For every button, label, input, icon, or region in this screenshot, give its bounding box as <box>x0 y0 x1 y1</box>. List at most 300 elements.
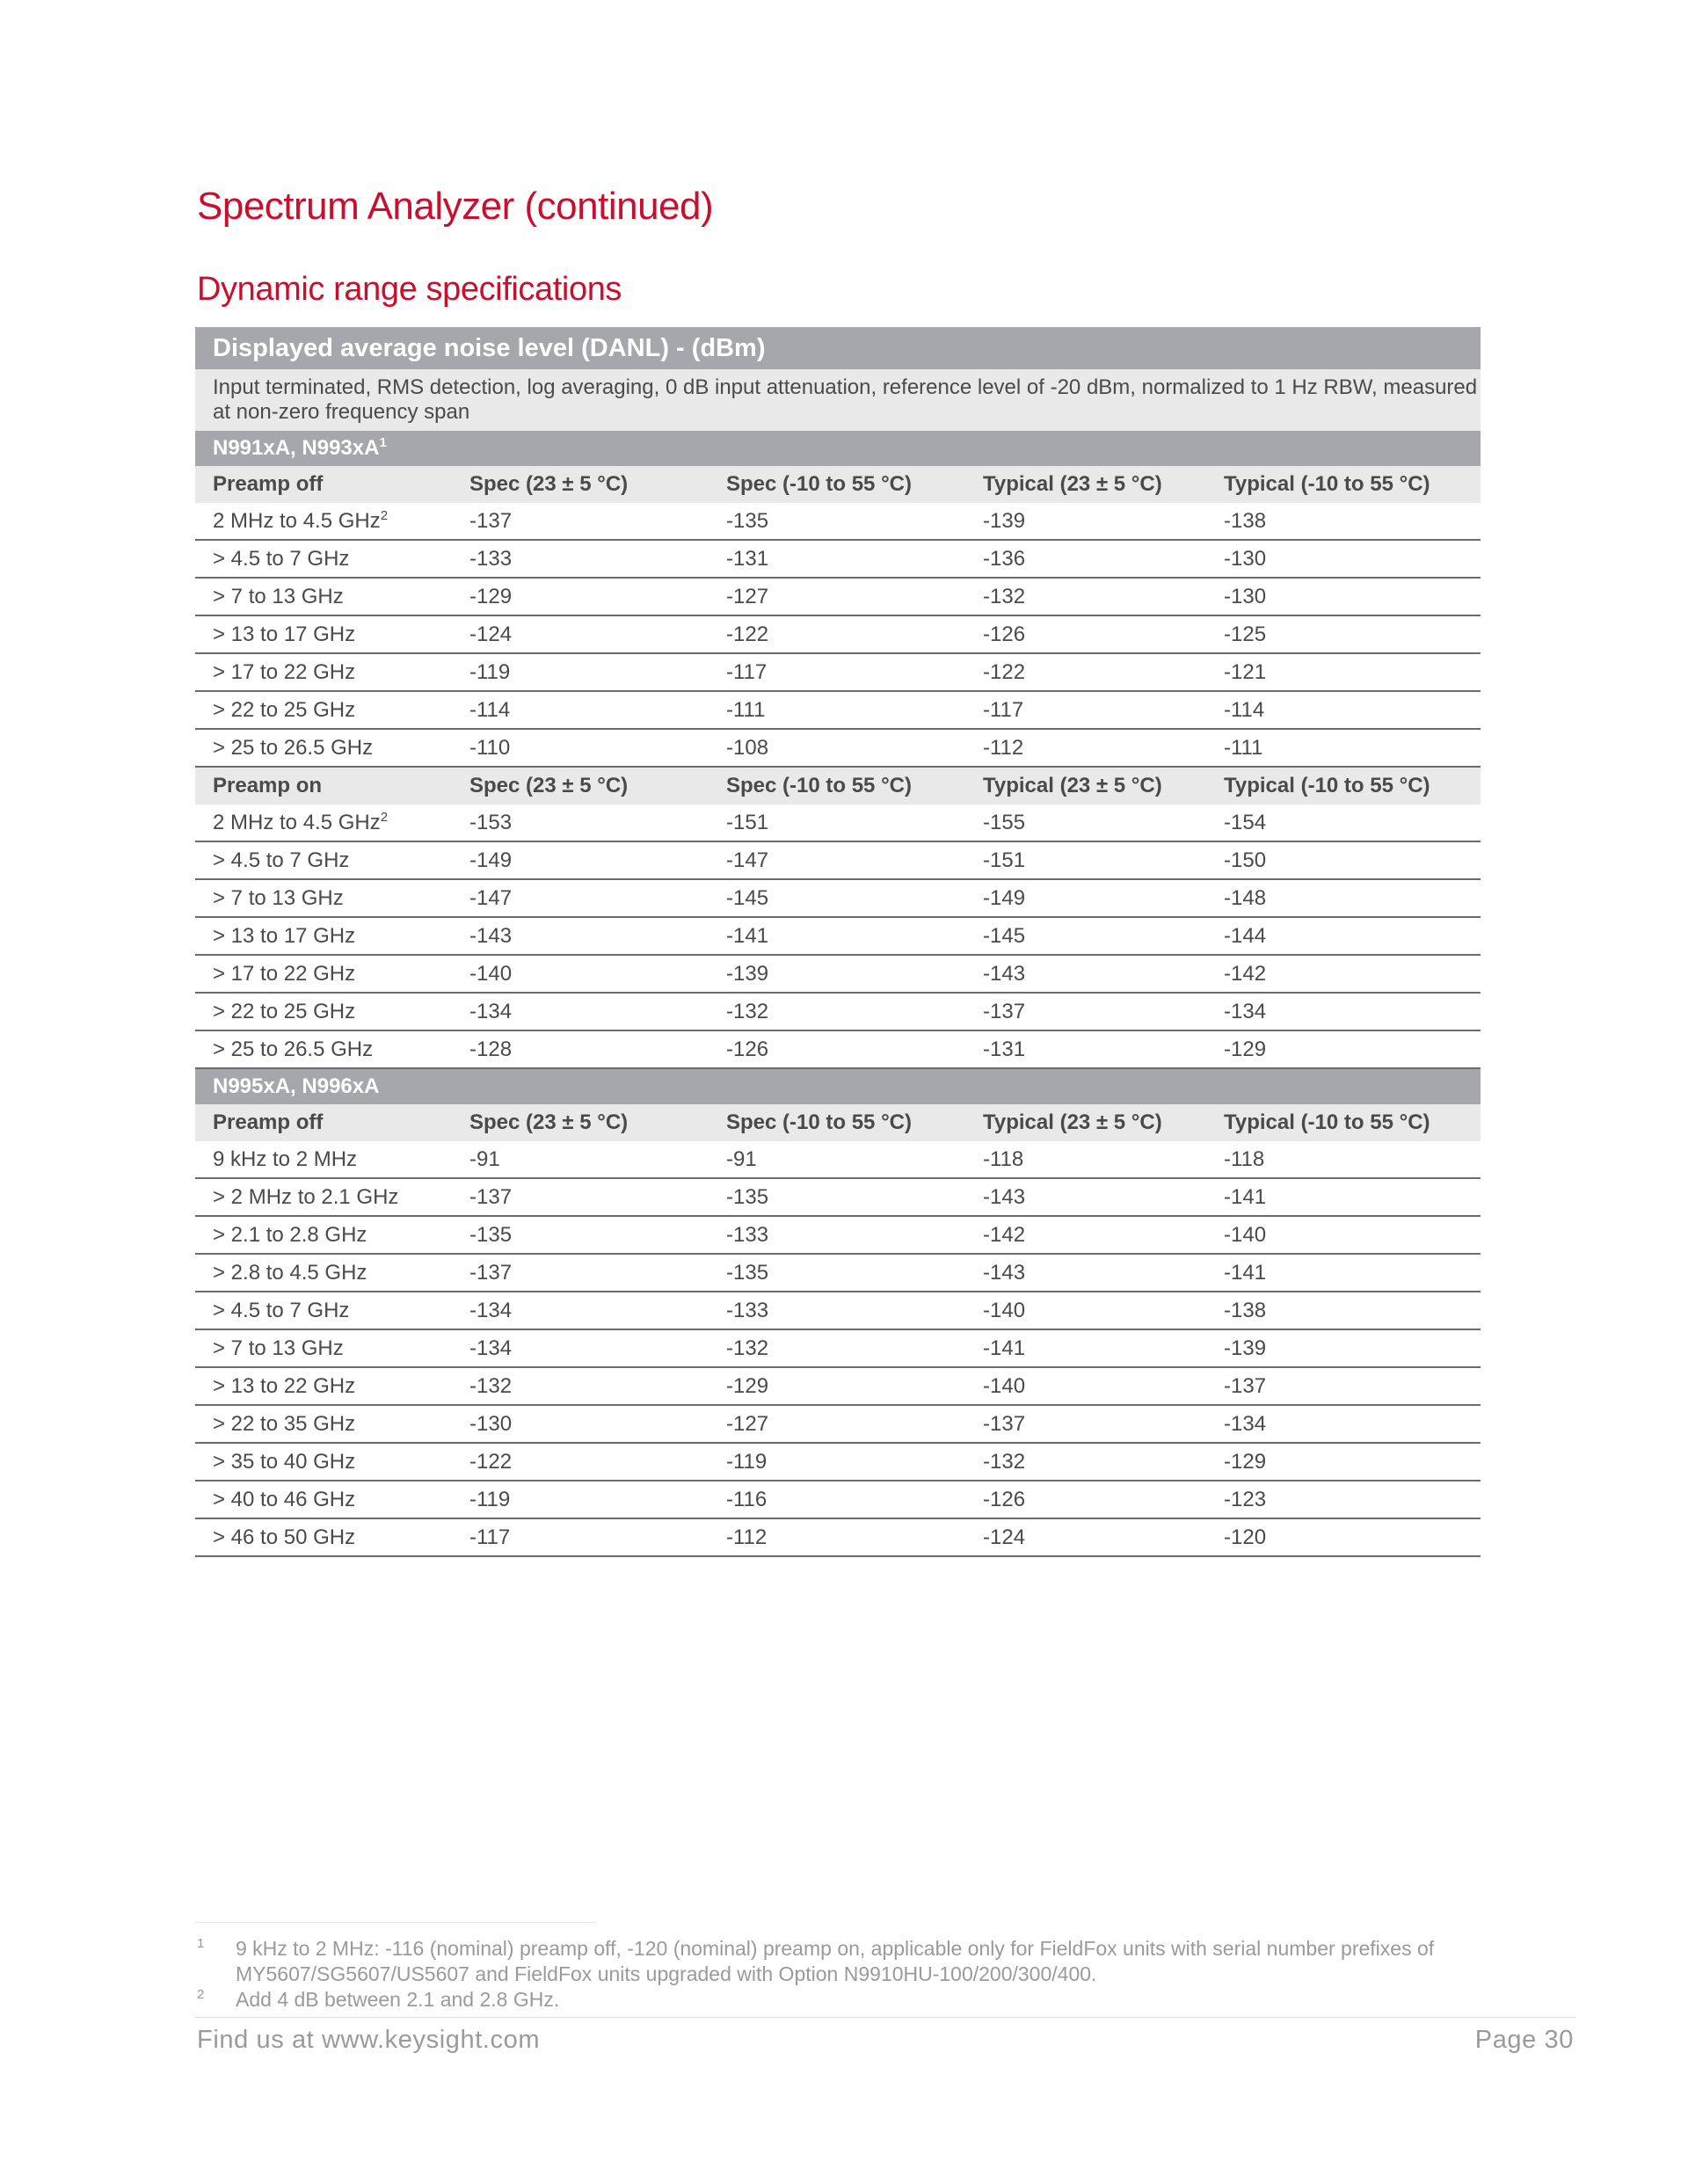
spec-wide-value <box>709 653 965 691</box>
spec-wide-value-text: -126 <box>726 1037 769 1061</box>
column-header-row <box>195 1104 1481 1141</box>
typical-23-value-text: -136 <box>983 546 1026 571</box>
table-row <box>195 1443 1481 1481</box>
typical-23-value <box>965 1367 1206 1405</box>
spec-wide-value-text: -132 <box>726 999 769 1023</box>
typical-wide-value-text: -125 <box>1224 622 1267 646</box>
frequency-range <box>195 503 452 540</box>
typical-wide-value-text: -130 <box>1224 546 1267 571</box>
frequency-range <box>195 879 452 917</box>
table-row <box>195 653 1481 691</box>
spec-wide-value <box>709 1030 965 1068</box>
typical-23-value-text: -132 <box>983 584 1026 608</box>
column-header-preamp-text: Preamp on <box>213 774 323 797</box>
typical-23-value <box>965 917 1206 955</box>
spec-wide-value-text: -116 <box>726 1487 768 1511</box>
column-header-preamp <box>195 466 452 503</box>
spec-23-value <box>452 578 709 615</box>
table-row <box>195 993 1481 1030</box>
spec-23-value-text: -119 <box>469 1487 511 1511</box>
typical-wide-value-text: -141 <box>1224 1260 1267 1285</box>
spec-23-value-text: -114 <box>469 697 511 722</box>
frequency-range <box>195 841 452 879</box>
spec-23-value-text: -133 <box>469 546 513 571</box>
column-header-typical-wide-text: Typical (-10 to 55 °C) <box>1224 1110 1430 1134</box>
footer-website: Find us at www.keysight.com <box>197 2026 541 2054</box>
frequency-range-text: > 17 to 22 GHz <box>213 659 356 684</box>
table-row <box>195 1481 1481 1518</box>
table-row <box>195 1292 1481 1329</box>
typical-wide-value <box>1206 1443 1481 1481</box>
table-row <box>195 841 1481 879</box>
typical-23-value <box>965 653 1206 691</box>
spec-23-value-text: -110 <box>469 735 511 760</box>
typical-wide-value-text: -154 <box>1224 810 1267 834</box>
spec-23-value <box>452 503 709 540</box>
typical-wide-value-text: -123 <box>1224 1487 1267 1511</box>
table-row <box>195 917 1481 955</box>
typical-wide-value-text: -130 <box>1224 584 1267 608</box>
frequency-range-text: 2 MHz to 4.5 GHz <box>213 508 381 533</box>
typical-23-value-text: -137 <box>983 999 1026 1023</box>
frequency-range <box>195 917 452 955</box>
column-header-preamp-text: Preamp off <box>213 1110 324 1134</box>
typical-wide-value-text: -138 <box>1224 508 1267 533</box>
typical-23-value-text: -151 <box>983 848 1026 872</box>
column-header-typical-wide <box>1206 767 1481 804</box>
spec-23-value <box>452 1292 709 1329</box>
typical-wide-value-text: -129 <box>1224 1037 1267 1061</box>
spec-wide-value <box>709 1443 965 1481</box>
frequency-range-text: > 7 to 13 GHz <box>213 1336 344 1360</box>
column-header-spec-23-text: Spec (23 ± 5 °C) <box>469 774 629 797</box>
footnote-number: 1 <box>197 1936 205 1951</box>
frequency-range <box>195 1141 452 1178</box>
spec-wide-value <box>709 804 965 841</box>
table-conditions: Input terminated, RMS detection, log averaging, 0 dB input attenuation, reference level of -20 dBm, normalized to 1 Hz RBW, measured at non-zero frequency span <box>195 369 1481 431</box>
typical-23-value <box>965 1141 1206 1178</box>
column-header-row <box>195 466 1481 503</box>
spec-23-value-text: -135 <box>469 1222 513 1247</box>
typical-wide-value <box>1206 917 1481 955</box>
spec-23-value <box>452 1216 709 1254</box>
spec-wide-value-text: -151 <box>726 810 769 834</box>
typical-23-value-text: -139 <box>983 508 1026 533</box>
spec-wide-value-text: -147 <box>726 848 769 872</box>
typical-wide-value <box>1206 993 1481 1030</box>
conditions-row <box>195 369 1481 431</box>
frequency-range <box>195 653 452 691</box>
typical-wide-value <box>1206 841 1481 879</box>
footnote-1 <box>197 1936 1484 1987</box>
typical-23-value <box>965 615 1206 653</box>
spec-23-value <box>452 540 709 578</box>
typical-wide-value-text: -140 <box>1224 1222 1267 1247</box>
spec-23-value-text: -119 <box>469 659 511 684</box>
spec-wide-value <box>709 615 965 653</box>
column-header-preamp-text: Preamp off <box>213 472 324 496</box>
spec-23-value-text: -132 <box>469 1373 513 1398</box>
spec-23-value-text: -149 <box>469 848 513 872</box>
table-row <box>195 1518 1481 1556</box>
spec-23-value <box>452 879 709 917</box>
footnote-divider <box>195 1922 595 1923</box>
frequency-range <box>195 540 452 578</box>
spec-23-value-text: -91 <box>469 1147 500 1171</box>
spec-23-value <box>452 993 709 1030</box>
spec-23-value <box>452 955 709 993</box>
typical-23-value <box>965 879 1206 917</box>
spec-23-value-text: -134 <box>469 1336 513 1360</box>
typical-wide-value <box>1206 1254 1481 1292</box>
typical-wide-value-text: -139 <box>1224 1336 1267 1360</box>
table-row <box>195 804 1481 841</box>
column-header-typical-23 <box>965 1104 1206 1141</box>
frequency-range-text: > 4.5 to 7 GHz <box>213 1298 350 1322</box>
table-row <box>195 578 1481 615</box>
frequency-range-text: > 22 to 35 GHz <box>213 1411 356 1436</box>
typical-wide-value-text: -129 <box>1224 1449 1267 1474</box>
typical-wide-value-text: -111 <box>1224 735 1263 760</box>
column-header-row <box>195 767 1481 804</box>
spec-23-value <box>452 841 709 879</box>
frequency-range <box>195 1178 452 1216</box>
typical-wide-value-text: -134 <box>1224 1411 1267 1436</box>
frequency-range <box>195 1254 452 1292</box>
group-label-text: N991xA, N993xA <box>213 436 380 460</box>
typical-23-value <box>965 729 1206 767</box>
column-header-typical-wide <box>1206 466 1481 503</box>
typical-23-value <box>965 955 1206 993</box>
typical-23-value-text: -131 <box>983 1037 1026 1061</box>
typical-23-value <box>965 1443 1206 1481</box>
frequency-range-text: > 25 to 26.5 GHz <box>213 1037 374 1061</box>
column-header-spec-wide <box>709 466 965 503</box>
table-row <box>195 691 1481 729</box>
spec-wide-value <box>709 691 965 729</box>
frequency-range-text: > 25 to 26.5 GHz <box>213 735 374 760</box>
frequency-range-text: > 40 to 46 GHz <box>213 1487 356 1511</box>
column-header-typical-23 <box>965 466 1206 503</box>
table-row <box>195 503 1481 540</box>
typical-23-value <box>965 1405 1206 1443</box>
column-header-spec-23-text: Spec (23 ± 5 °C) <box>469 1110 629 1134</box>
column-header-spec-23 <box>452 767 709 804</box>
table-row <box>195 879 1481 917</box>
typical-wide-value-text: -134 <box>1224 999 1267 1023</box>
table-row <box>195 1141 1481 1178</box>
column-header-spec-23-text: Spec (23 ± 5 °C) <box>469 472 629 496</box>
spec-wide-value-text: -132 <box>726 1336 769 1360</box>
typical-23-value <box>965 1292 1206 1329</box>
spec-wide-value <box>709 917 965 955</box>
frequency-range-text: > 35 to 40 GHz <box>213 1449 356 1474</box>
frequency-range-text: > 4.5 to 7 GHz <box>213 848 350 872</box>
spec-wide-value-text: -135 <box>726 508 769 533</box>
group-row-n995xa-n996xa <box>195 1068 1481 1104</box>
typical-wide-value-text: -141 <box>1224 1184 1267 1209</box>
frequency-range <box>195 1481 452 1518</box>
column-header-typical-wide-text: Typical (-10 to 55 °C) <box>1224 472 1430 496</box>
spec-wide-value <box>709 1329 965 1367</box>
spec-23-value <box>452 1405 709 1443</box>
table-row <box>195 1329 1481 1367</box>
spec-wide-value <box>709 1178 965 1216</box>
table-row <box>195 955 1481 993</box>
table-row <box>195 615 1481 653</box>
spec-wide-value-text: -141 <box>726 923 769 948</box>
typical-wide-value <box>1206 503 1481 540</box>
table-row <box>195 1178 1481 1216</box>
footer-divider <box>195 2017 1575 2018</box>
frequency-range <box>195 993 452 1030</box>
spec-wide-value-text: -111 <box>726 697 766 722</box>
spec-23-value <box>452 1518 709 1556</box>
typical-wide-value-text: -142 <box>1224 961 1267 986</box>
column-header-typical-wide-text: Typical (-10 to 55 °C) <box>1224 774 1430 797</box>
frequency-range-text: > 22 to 25 GHz <box>213 697 356 722</box>
typical-wide-value-text: -137 <box>1224 1373 1267 1398</box>
spec-23-value-text: -124 <box>469 622 513 646</box>
spec-wide-value-text: -112 <box>726 1525 768 1549</box>
spec-wide-value-text: -119 <box>726 1449 768 1474</box>
spec-23-value <box>452 615 709 653</box>
frequency-range <box>195 1518 452 1556</box>
spec-wide-value-text: -91 <box>726 1147 757 1171</box>
frequency-range-text: > 4.5 to 7 GHz <box>213 546 350 571</box>
spec-23-value <box>452 1329 709 1367</box>
spec-23-value <box>452 1030 709 1068</box>
typical-23-value-text: -137 <box>983 1411 1026 1436</box>
typical-wide-value <box>1206 1178 1481 1216</box>
frequency-range-text: 9 kHz to 2 MHz <box>213 1147 358 1171</box>
footnote-number: 2 <box>197 1987 205 2002</box>
table-row <box>195 1254 1481 1292</box>
spec-wide-value <box>709 1216 965 1254</box>
spec-wide-value-text: -127 <box>726 584 769 608</box>
typical-23-value <box>965 1216 1206 1254</box>
spec-23-value <box>452 653 709 691</box>
frequency-range <box>195 1216 452 1254</box>
frequency-range-text: > 13 to 22 GHz <box>213 1373 356 1398</box>
group-label-text: N995xA, N996xA <box>213 1074 380 1098</box>
typical-wide-value <box>1206 1030 1481 1068</box>
typical-23-value <box>965 1178 1206 1216</box>
typical-wide-value <box>1206 1367 1481 1405</box>
spec-wide-value-text: -108 <box>726 735 769 760</box>
spec-23-value-text: -143 <box>469 923 513 948</box>
spec-wide-value <box>709 1518 965 1556</box>
spec-23-value <box>452 691 709 729</box>
typical-wide-value <box>1206 1518 1481 1556</box>
spec-23-value-text: -134 <box>469 999 513 1023</box>
column-header-spec-wide-text: Spec (-10 to 55 °C) <box>726 774 912 797</box>
typical-23-value <box>965 1518 1206 1556</box>
spec-23-value-text: -147 <box>469 885 513 910</box>
spec-23-value <box>452 1481 709 1518</box>
typical-23-value-text: -143 <box>983 961 1026 986</box>
spec-wide-value-text: -145 <box>726 885 769 910</box>
typical-23-value-text: -126 <box>983 622 1026 646</box>
typical-wide-value <box>1206 1216 1481 1254</box>
column-header-spec-wide-text: Spec (-10 to 55 °C) <box>726 1110 912 1134</box>
frequency-range-text: 2 MHz to 4.5 GHz <box>213 810 381 834</box>
frequency-range <box>195 955 452 993</box>
spec-23-value-text: -129 <box>469 584 513 608</box>
frequency-range <box>195 729 452 767</box>
typical-wide-value <box>1206 1292 1481 1329</box>
spec-wide-value-text: -131 <box>726 546 769 571</box>
spec-23-value-text: -134 <box>469 1298 513 1322</box>
frequency-range <box>195 691 452 729</box>
table-row <box>195 540 1481 578</box>
danl-table-body <box>195 327 1481 1556</box>
typical-23-value-text: -155 <box>983 810 1026 834</box>
table-header: Displayed average noise level (DANL) - (dBm) <box>195 327 1481 369</box>
typical-23-value <box>965 691 1206 729</box>
section-subtitle: Dynamic range specifications <box>197 271 622 308</box>
footer-page-number: Page 30 <box>1474 2026 1574 2054</box>
group-label <box>195 431 1481 466</box>
footnote-ref: 2 <box>380 809 389 825</box>
footnote-text: 9 kHz to 2 MHz: -116 (nominal) preamp off, -120 (nominal) preamp on, applicable only for FieldFox units with serial number prefixes of MY5607/SG5607/US5607 and FieldFox units upgraded with Option N9910HU-100/200/300/400. <box>236 1937 1435 1985</box>
column-header-typical-23-text: Typical (23 ± 5 °C) <box>983 472 1162 496</box>
frequency-range <box>195 578 452 615</box>
frequency-range-text: > 46 to 50 GHz <box>213 1525 356 1549</box>
spec-23-value <box>452 1141 709 1178</box>
spec-23-value <box>452 1367 709 1405</box>
spec-wide-value-text: -135 <box>726 1184 769 1209</box>
typical-23-value <box>965 1030 1206 1068</box>
spec-wide-value <box>709 1405 965 1443</box>
typical-wide-value-text: -120 <box>1224 1525 1267 1549</box>
spec-wide-value-text: -139 <box>726 961 769 986</box>
typical-23-value <box>965 993 1206 1030</box>
typical-wide-value <box>1206 1481 1481 1518</box>
typical-wide-value-text: -148 <box>1224 885 1267 910</box>
spec-wide-value-text: -129 <box>726 1373 769 1398</box>
typical-23-value-text: -122 <box>983 659 1026 684</box>
typical-23-value <box>965 804 1206 841</box>
column-header-spec-wide <box>709 767 965 804</box>
spec-wide-value <box>709 993 965 1030</box>
spec-wide-value <box>709 503 965 540</box>
frequency-range-text: > 7 to 13 GHz <box>213 885 344 910</box>
spec-23-value-text: -137 <box>469 508 513 533</box>
footnote-ref: 1 <box>379 435 387 450</box>
typical-wide-value-text: -150 <box>1224 848 1267 872</box>
spec-23-value-text: -128 <box>469 1037 513 1061</box>
spec-wide-value <box>709 1141 965 1178</box>
spec-23-value-text: -153 <box>469 810 513 834</box>
typical-23-value <box>965 503 1206 540</box>
table-row <box>195 729 1481 767</box>
column-header-spec-wide <box>709 1104 965 1141</box>
danl-spec-table <box>195 327 1481 1557</box>
spec-wide-value <box>709 1254 965 1292</box>
typical-23-value-text: -141 <box>983 1336 1026 1360</box>
table-row <box>195 1030 1481 1068</box>
typical-23-value-text: -132 <box>983 1449 1026 1474</box>
spec-wide-value-text: -122 <box>726 622 769 646</box>
frequency-range <box>195 1292 452 1329</box>
spec-23-value <box>452 1254 709 1292</box>
typical-23-value-text: -118 <box>983 1147 1024 1171</box>
spec-23-value-text: -140 <box>469 961 513 986</box>
table-row <box>195 1216 1481 1254</box>
frequency-range-text: > 2 MHz to 2.1 GHz <box>213 1184 399 1209</box>
group-label <box>195 1068 1481 1104</box>
column-header-spec-23 <box>452 466 709 503</box>
typical-wide-value <box>1206 955 1481 993</box>
typical-23-value-text: -143 <box>983 1260 1026 1285</box>
frequency-range-text: > 13 to 17 GHz <box>213 622 356 646</box>
frequency-range <box>195 1367 452 1405</box>
typical-23-value <box>965 1254 1206 1292</box>
typical-wide-value <box>1206 804 1481 841</box>
typical-wide-value-text: -121 <box>1224 659 1267 684</box>
frequency-range <box>195 1329 452 1367</box>
column-header-spec-wide-text: Spec (-10 to 55 °C) <box>726 472 912 496</box>
spec-wide-value-text: -133 <box>726 1222 769 1247</box>
spec-23-value <box>452 1178 709 1216</box>
spec-wide-value <box>709 955 965 993</box>
typical-23-value-text: -149 <box>983 885 1026 910</box>
spec-wide-value <box>709 578 965 615</box>
column-header-typical-wide <box>1206 1104 1481 1141</box>
spec-wide-value <box>709 879 965 917</box>
frequency-range-text: > 13 to 17 GHz <box>213 923 356 948</box>
column-header-preamp <box>195 1104 452 1141</box>
frequency-range <box>195 1405 452 1443</box>
typical-wide-value-text: -144 <box>1224 923 1267 948</box>
typical-wide-value <box>1206 615 1481 653</box>
typical-wide-value <box>1206 1329 1481 1367</box>
spec-wide-value <box>709 540 965 578</box>
spec-23-value-text: -137 <box>469 1260 513 1285</box>
typical-23-value-text: -112 <box>983 735 1024 760</box>
typical-wide-value <box>1206 653 1481 691</box>
frequency-range <box>195 615 452 653</box>
typical-23-value-text: -126 <box>983 1487 1026 1511</box>
footnote-ref: 2 <box>380 507 389 523</box>
typical-wide-value-text: -118 <box>1224 1147 1265 1171</box>
column-header-typical-23-text: Typical (23 ± 5 °C) <box>983 774 1162 797</box>
spec-wide-value-text: -117 <box>726 659 768 684</box>
frequency-range-text: > 2.8 to 4.5 GHz <box>213 1260 367 1285</box>
frequency-range-text: > 17 to 22 GHz <box>213 961 356 986</box>
spec-wide-value <box>709 729 965 767</box>
footnote-text: Add 4 dB between 2.1 and 2.8 GHz. <box>236 1988 560 2011</box>
spec-23-value <box>452 1443 709 1481</box>
column-header-typical-23 <box>965 767 1206 804</box>
table-row <box>195 1367 1481 1405</box>
typical-23-value-text: -143 <box>983 1184 1026 1209</box>
footnote-2 <box>197 1987 1484 2013</box>
spec-wide-value <box>709 1367 965 1405</box>
frequency-range-text: > 7 to 13 GHz <box>213 584 344 608</box>
frequency-range-text: > 2.1 to 2.8 GHz <box>213 1222 367 1247</box>
typical-wide-value <box>1206 540 1481 578</box>
spec-23-value-text: -130 <box>469 1411 513 1436</box>
typical-wide-value <box>1206 578 1481 615</box>
spec-23-value-text: -122 <box>469 1449 513 1474</box>
typical-23-value-text: -117 <box>983 697 1024 722</box>
typical-23-value-text: -142 <box>983 1222 1026 1247</box>
spec-23-value-text: -117 <box>469 1525 511 1549</box>
spec-23-value <box>452 804 709 841</box>
frequency-range-text: > 22 to 25 GHz <box>213 999 356 1023</box>
